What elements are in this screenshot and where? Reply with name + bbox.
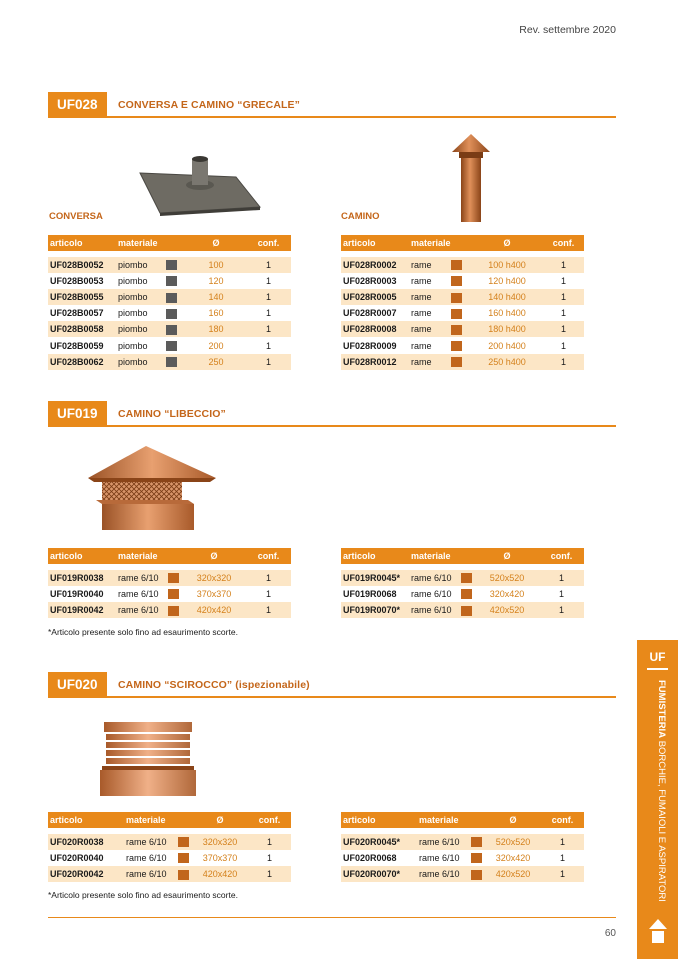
camino-grecale-product-image xyxy=(446,132,496,224)
pack-quantity: 1 xyxy=(541,834,584,850)
table-header-row xyxy=(48,812,291,828)
article-code: UF028B0052 xyxy=(48,257,116,273)
article-code: UF028B0057 xyxy=(50,308,104,319)
material: piombo xyxy=(116,257,164,273)
col-materiale: materiale xyxy=(124,812,176,828)
side-tab-title xyxy=(649,680,667,945)
table-row xyxy=(48,305,291,321)
material-swatch-icon xyxy=(471,837,482,847)
table-row xyxy=(341,337,584,353)
table-header-row xyxy=(341,235,584,251)
diameter: 520x520 xyxy=(475,570,539,586)
article-code: UF028B0053 xyxy=(50,276,104,287)
material-swatch xyxy=(449,289,471,305)
article-code: UF028B0059 xyxy=(50,340,104,351)
page-number: 60 xyxy=(604,928,616,939)
table-uf019-left xyxy=(48,548,291,618)
col-articolo: articolo xyxy=(341,235,409,251)
article-code: UF028B0062 xyxy=(48,354,116,370)
material-swatch-icon xyxy=(461,606,472,616)
material-swatch-icon xyxy=(451,293,462,303)
material: rame xyxy=(409,257,449,273)
material-swatch xyxy=(459,602,475,618)
material-swatch-icon xyxy=(451,341,462,351)
pack-quantity: 1 xyxy=(248,866,291,882)
table-row xyxy=(48,834,291,850)
pack-quantity: 1 xyxy=(248,834,291,850)
pack-quantity: 1 xyxy=(265,276,271,287)
col-diametro: Ø xyxy=(485,812,541,828)
col-articolo: articolo xyxy=(48,548,116,564)
article-code: UF028R0005 xyxy=(341,289,409,305)
table-row xyxy=(48,257,291,273)
material: rame 6/10 xyxy=(409,570,459,586)
side-category-tab[interactable] xyxy=(637,640,678,959)
table-uf028-conversa xyxy=(48,235,291,370)
material: rame xyxy=(411,308,432,319)
material: rame xyxy=(409,354,449,370)
camino-scirocco-product-image xyxy=(94,718,202,798)
table-header-row xyxy=(341,812,584,828)
material: piombo xyxy=(118,276,148,287)
pack-quantity: 1 xyxy=(543,289,584,305)
pack-quantity: 1 xyxy=(539,570,584,586)
material: piombo xyxy=(116,289,164,305)
table-row xyxy=(48,273,291,289)
article-code: UF019R0045* xyxy=(341,570,409,586)
material-swatch xyxy=(469,866,485,882)
pack-quantity: 1 xyxy=(560,308,566,319)
pack-quantity: 1 xyxy=(543,354,584,370)
material: rame 6/10 xyxy=(116,602,166,618)
material: rame 6/10 xyxy=(419,853,460,864)
diameter: 140 h400 xyxy=(471,289,543,305)
material-swatch xyxy=(176,866,192,882)
table-row xyxy=(341,570,584,586)
diameter: 370x370 xyxy=(202,853,238,864)
material: rame 6/10 xyxy=(118,589,159,600)
article-code: UF019R0068 xyxy=(343,589,397,600)
table-uf028-camino xyxy=(341,235,584,370)
col-diametro: Ø xyxy=(182,548,246,564)
side-tab-title-rest: BORCHIE, FUMAIOLI E ASPIRATORI xyxy=(656,738,667,902)
material-swatch xyxy=(449,257,471,273)
material-swatch xyxy=(469,850,485,866)
material: rame 6/10 xyxy=(124,866,176,882)
pack-quantity: 1 xyxy=(543,321,584,337)
table-row xyxy=(48,337,291,353)
diameter: 370x370 xyxy=(196,589,232,600)
material: rame xyxy=(411,276,432,287)
table-row xyxy=(341,305,584,321)
col-conf: conf. xyxy=(543,235,584,251)
table-header-row xyxy=(48,548,291,564)
material-swatch-icon xyxy=(166,260,177,270)
article-code: UF020R0038 xyxy=(48,834,124,850)
article-code: UF020R0040 xyxy=(50,853,104,864)
side-tab-title-bold: FUMISTERIA xyxy=(656,680,667,739)
table-uf020-right xyxy=(341,812,584,882)
diameter: 180 h400 xyxy=(471,321,543,337)
table-row xyxy=(48,289,291,305)
diameter: 120 xyxy=(208,276,224,287)
material-swatch xyxy=(469,834,485,850)
article-code: UF019R0042 xyxy=(48,602,116,618)
material-swatch xyxy=(164,257,186,273)
material-swatch xyxy=(449,321,471,337)
diameter: 420x520 xyxy=(485,866,541,882)
diameter: 160 h400 xyxy=(488,308,526,319)
pack-quantity: 1 xyxy=(266,853,272,864)
col-materiale: materiale xyxy=(417,812,469,828)
material: rame 6/10 xyxy=(411,589,452,600)
section-header-uf028 xyxy=(48,92,616,118)
col-diametro: Ø xyxy=(471,235,543,251)
material-swatch-icon xyxy=(451,309,462,319)
col-diametro: Ø xyxy=(186,235,246,251)
pack-quantity: 1 xyxy=(560,340,566,351)
material: rame 6/10 xyxy=(417,866,469,882)
material-swatch xyxy=(166,586,182,602)
material: rame 6/10 xyxy=(409,602,459,618)
pack-quantity: 1 xyxy=(558,589,564,600)
table-row xyxy=(341,850,584,866)
table-row xyxy=(48,321,291,337)
material-swatch-icon xyxy=(461,589,472,599)
material: rame 6/10 xyxy=(126,853,167,864)
material-swatch xyxy=(449,337,471,353)
table-row xyxy=(341,586,584,602)
table-row xyxy=(341,273,584,289)
pack-quantity: 1 xyxy=(560,276,566,287)
section-header-uf020 xyxy=(48,672,616,698)
material-swatch-icon xyxy=(471,853,482,863)
section-header-uf019 xyxy=(48,401,616,427)
col-conf: conf. xyxy=(246,548,291,564)
material-swatch-icon xyxy=(166,325,177,335)
diameter: 320x320 xyxy=(192,834,248,850)
material-swatch-icon xyxy=(178,853,189,863)
col-articolo: articolo xyxy=(341,548,409,564)
pack-quantity: 1 xyxy=(246,354,291,370)
pack-quantity: 1 xyxy=(246,257,291,273)
diameter: 180 xyxy=(186,321,246,337)
material-swatch-icon xyxy=(451,260,462,270)
article-code: UF028B0058 xyxy=(48,321,116,337)
pack-quantity: 1 xyxy=(265,589,271,600)
diameter: 320x420 xyxy=(495,853,531,864)
pack-quantity: 1 xyxy=(543,257,584,273)
side-tab-rule xyxy=(647,668,668,670)
col-materiale: materiale xyxy=(409,548,459,564)
material: rame 6/10 xyxy=(417,834,469,850)
table-uf019-right xyxy=(341,548,584,618)
up-arrow-icon[interactable] xyxy=(648,918,668,944)
pack-quantity: 1 xyxy=(539,602,584,618)
material-swatch xyxy=(449,354,471,370)
material: rame xyxy=(409,321,449,337)
diameter: 100 h400 xyxy=(471,257,543,273)
diameter: 420x420 xyxy=(182,602,246,618)
diameter: 320x320 xyxy=(182,570,246,586)
table-row xyxy=(341,257,584,273)
material-swatch-icon xyxy=(461,573,472,583)
diameter: 200 xyxy=(208,340,224,351)
table-header-row xyxy=(341,548,584,564)
article-code: UF028R0009 xyxy=(343,340,397,351)
col-diametro: Ø xyxy=(192,812,248,828)
col-materiale: materiale xyxy=(409,235,449,251)
article-code: UF019R0038 xyxy=(48,570,116,586)
camino-libeccio-product-image xyxy=(84,444,218,534)
material-swatch xyxy=(449,305,471,321)
material-swatch-icon xyxy=(178,837,189,847)
article-code: UF028R0002 xyxy=(341,257,409,273)
side-tab-code: UF xyxy=(649,650,666,664)
pack-quantity: 1 xyxy=(246,570,291,586)
footer-divider xyxy=(48,917,616,918)
material: piombo xyxy=(118,340,148,351)
table-row xyxy=(341,866,584,882)
col-conf: conf. xyxy=(539,548,584,564)
camino-label: CAMINO xyxy=(341,211,380,222)
material-swatch-icon xyxy=(168,606,179,616)
material-swatch-icon xyxy=(166,357,177,367)
table-row xyxy=(48,866,291,882)
table-row xyxy=(341,321,584,337)
material-swatch xyxy=(459,586,475,602)
article-code: UF019R0040 xyxy=(50,589,104,600)
article-code: UF028R0008 xyxy=(341,321,409,337)
material-swatch-icon xyxy=(166,341,177,351)
section-code: UF020 xyxy=(48,672,107,698)
diameter: 250 h400 xyxy=(471,354,543,370)
material-swatch xyxy=(164,337,186,353)
material-swatch xyxy=(164,273,186,289)
conversa-product-image xyxy=(138,155,262,217)
table-row xyxy=(341,602,584,618)
material: piombo xyxy=(116,321,164,337)
material: rame xyxy=(409,289,449,305)
table-row xyxy=(341,354,584,370)
availability-note: *Articolo presente solo fino ad esaurimento scorte. xyxy=(48,890,238,900)
article-code: UF019R0070* xyxy=(341,602,409,618)
pack-quantity: 1 xyxy=(246,321,291,337)
col-conf: conf. xyxy=(246,235,291,251)
material: rame 6/10 xyxy=(116,570,166,586)
table-row xyxy=(48,850,291,866)
material-swatch-icon xyxy=(166,293,177,303)
col-articolo: articolo xyxy=(48,812,124,828)
material-swatch xyxy=(164,354,186,370)
pack-quantity: 1 xyxy=(541,866,584,882)
material: rame xyxy=(411,340,432,351)
conversa-label: CONVERSA xyxy=(49,211,103,222)
section-title: CAMINO “LIBECCIO” xyxy=(118,408,226,420)
diameter: 160 xyxy=(208,308,224,319)
section-title: CONVERSA E CAMINO “GRECALE” xyxy=(118,99,300,111)
pack-quantity: 1 xyxy=(246,602,291,618)
col-conf: conf. xyxy=(248,812,291,828)
material-swatch-icon xyxy=(166,309,177,319)
diameter: 120 h400 xyxy=(488,276,526,287)
section-title: CAMINO “SCIROCCO” (ispezionabile) xyxy=(118,679,310,691)
material-swatch xyxy=(166,570,182,586)
material-swatch xyxy=(164,289,186,305)
col-materiale: materiale xyxy=(116,548,166,564)
col-materiale: materiale xyxy=(116,235,164,251)
table-row xyxy=(341,289,584,305)
table-row xyxy=(48,570,291,586)
col-articolo: articolo xyxy=(48,235,116,251)
pack-quantity: 1 xyxy=(265,308,271,319)
article-code: UF020R0070* xyxy=(341,866,417,882)
diameter: 200 h400 xyxy=(488,340,526,351)
material-swatch-icon xyxy=(168,589,179,599)
material-swatch-icon xyxy=(471,870,482,880)
article-code: UF020R0068 xyxy=(343,853,397,864)
diameter: 250 xyxy=(186,354,246,370)
material-swatch xyxy=(176,850,192,866)
table-row xyxy=(48,354,291,370)
pack-quantity: 1 xyxy=(265,340,271,351)
material-swatch xyxy=(164,321,186,337)
material-swatch xyxy=(166,602,182,618)
material-swatch xyxy=(449,273,471,289)
section-code: UF019 xyxy=(48,401,107,427)
col-conf: conf. xyxy=(541,812,584,828)
material-swatch-icon xyxy=(451,325,462,335)
material: rame 6/10 xyxy=(124,834,176,850)
table-row xyxy=(341,834,584,850)
revision-date: Rev. settembre 2020 xyxy=(519,24,616,36)
pack-quantity: 1 xyxy=(559,853,565,864)
diameter: 320x420 xyxy=(489,589,525,600)
article-code: UF028R0012 xyxy=(341,354,409,370)
table-header-row xyxy=(48,235,291,251)
diameter: 520x520 xyxy=(485,834,541,850)
article-code: UF028R0007 xyxy=(343,308,397,319)
diameter: 420x520 xyxy=(475,602,539,618)
material-swatch xyxy=(459,570,475,586)
material: piombo xyxy=(116,354,164,370)
table-row xyxy=(48,586,291,602)
table-uf020-left xyxy=(48,812,291,882)
material-swatch-icon xyxy=(168,573,179,583)
material: piombo xyxy=(118,308,148,319)
col-articolo: articolo xyxy=(341,812,417,828)
diameter: 100 xyxy=(186,257,246,273)
material-swatch xyxy=(176,834,192,850)
diameter: 420x420 xyxy=(192,866,248,882)
section-code: UF028 xyxy=(48,92,107,118)
article-code: UF020R0042 xyxy=(48,866,124,882)
diameter: 140 xyxy=(186,289,246,305)
article-code: UF028R0003 xyxy=(343,276,397,287)
pack-quantity: 1 xyxy=(246,289,291,305)
article-code: UF020R0045* xyxy=(341,834,417,850)
availability-note: *Articolo presente solo fino ad esaurimento scorte. xyxy=(48,627,238,637)
material-swatch-icon xyxy=(166,276,177,286)
col-diametro: Ø xyxy=(475,548,539,564)
material-swatch-icon xyxy=(451,276,462,286)
table-row xyxy=(48,602,291,618)
material-swatch-icon xyxy=(178,870,189,880)
material-swatch-icon xyxy=(451,357,462,367)
material-swatch xyxy=(164,305,186,321)
article-code: UF028B0055 xyxy=(48,289,116,305)
